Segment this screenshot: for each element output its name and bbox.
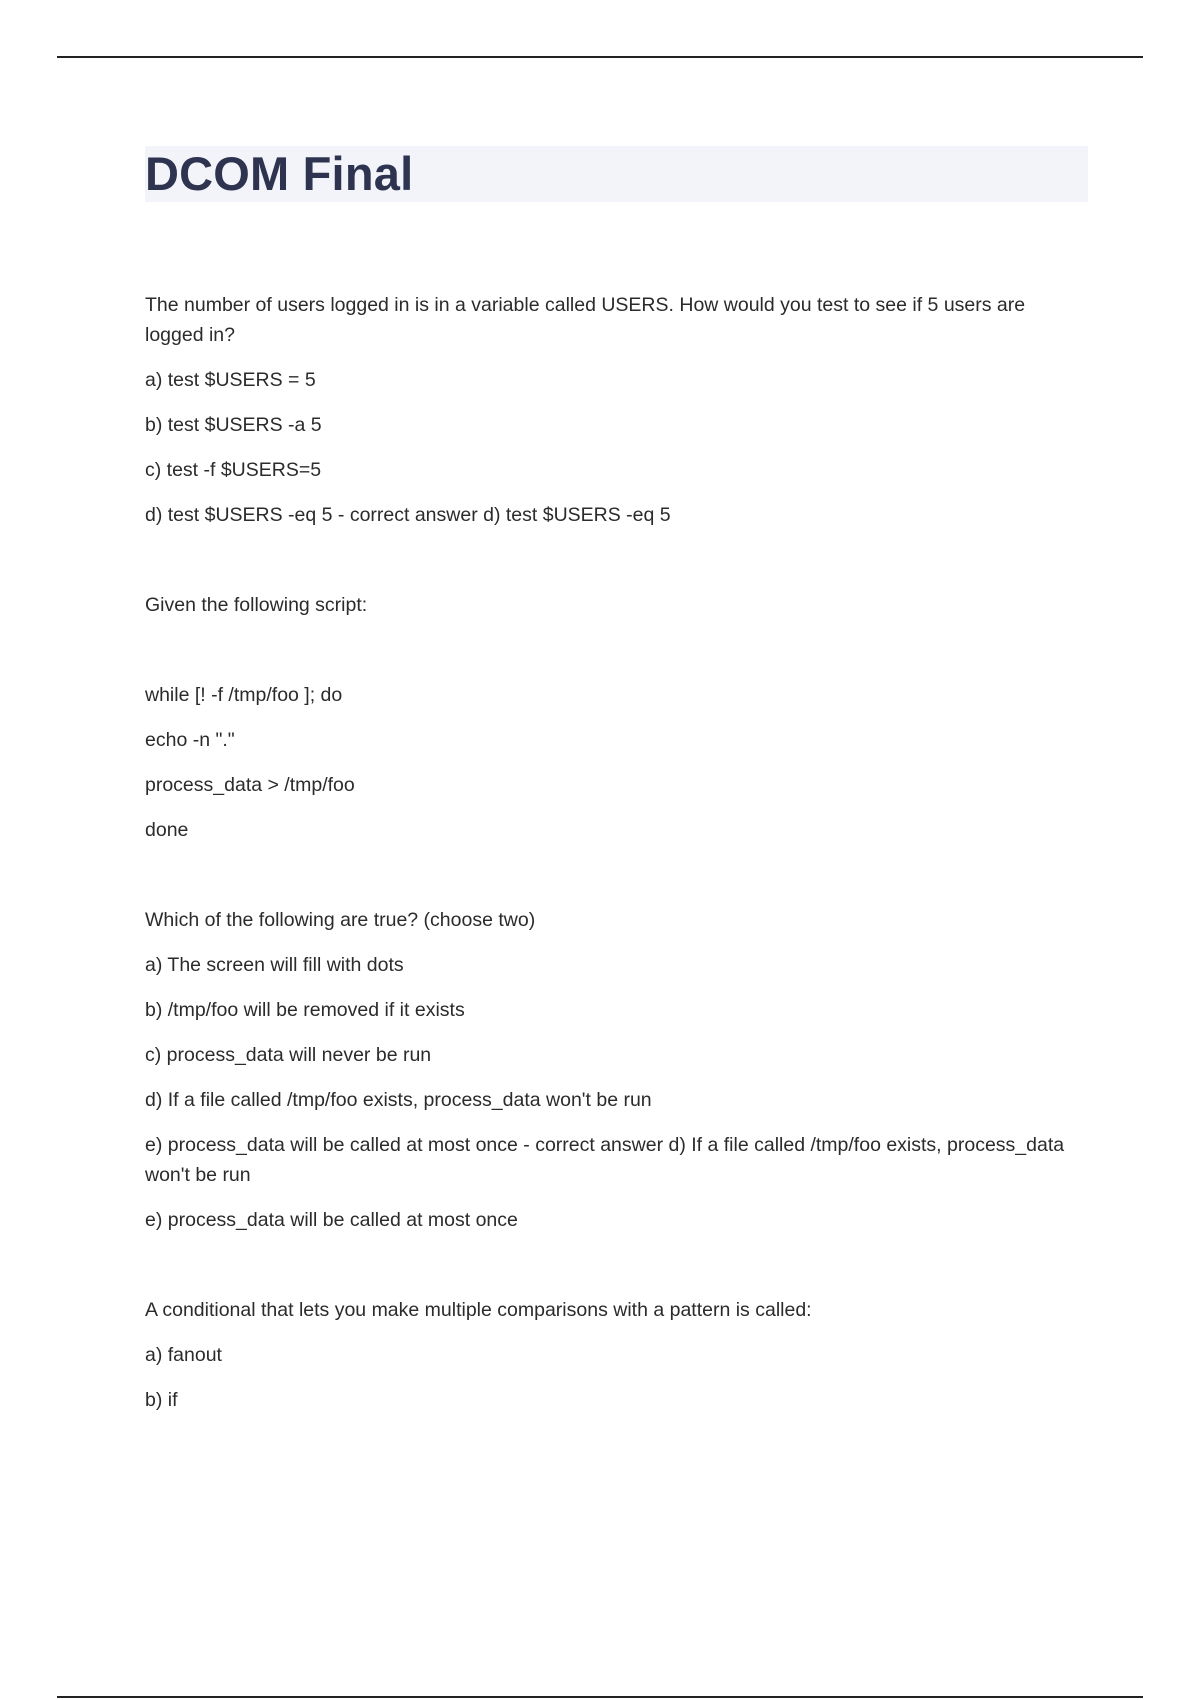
answer-option: e) process_data will be called at most once (145, 1209, 518, 1231)
document-title: DCOM Final (145, 147, 414, 200)
question-2 (145, 590, 1065, 1235)
script-line: while [! -f /tmp/foo ]; do (145, 684, 343, 706)
answer-option: b) /tmp/foo will be removed if it exists (145, 999, 465, 1021)
answer-option: c) process_data will never be run (145, 1044, 432, 1066)
question-prompt: A conditional that lets you make multiple comparisons with a pattern is called: (145, 1299, 812, 1321)
answer-option: a) fanout (145, 1344, 222, 1366)
answer-option: a) The screen will fill with dots (145, 954, 404, 976)
answer-option: d) If a file called /tmp/foo exists, process_data won't be run (145, 1089, 652, 1111)
question-1 (145, 290, 1065, 530)
question-prompt: Which of the following are true? (choose two) (145, 909, 536, 931)
question-intro: Given the following script: (145, 594, 368, 616)
header-rule (57, 56, 1143, 58)
document-body (145, 290, 1065, 1415)
answer-option: e) process_data will be called at most once - correct answer d) If a file called /tmp/foo exists, process_data won't be run (145, 1134, 1065, 1186)
footer-rule (57, 1696, 1143, 1698)
question-3 (145, 1295, 1065, 1415)
script-line: process_data > /tmp/foo (145, 774, 355, 796)
answer-option: c) test -f $USERS=5 (145, 459, 322, 481)
script-line: done (145, 819, 189, 841)
answer-option: b) test $USERS -a 5 (145, 414, 322, 436)
script-line: echo -n "." (145, 729, 235, 751)
answer-option: d) test $USERS -eq 5 - correct answer d) test $USERS -eq 5 (145, 504, 671, 526)
answer-option: a) test $USERS = 5 (145, 369, 316, 391)
answer-option: b) if (145, 1389, 178, 1411)
question-prompt: The number of users logged in is in a variable called USERS. How would you test to see if 5 users are logged in? (145, 294, 1026, 346)
